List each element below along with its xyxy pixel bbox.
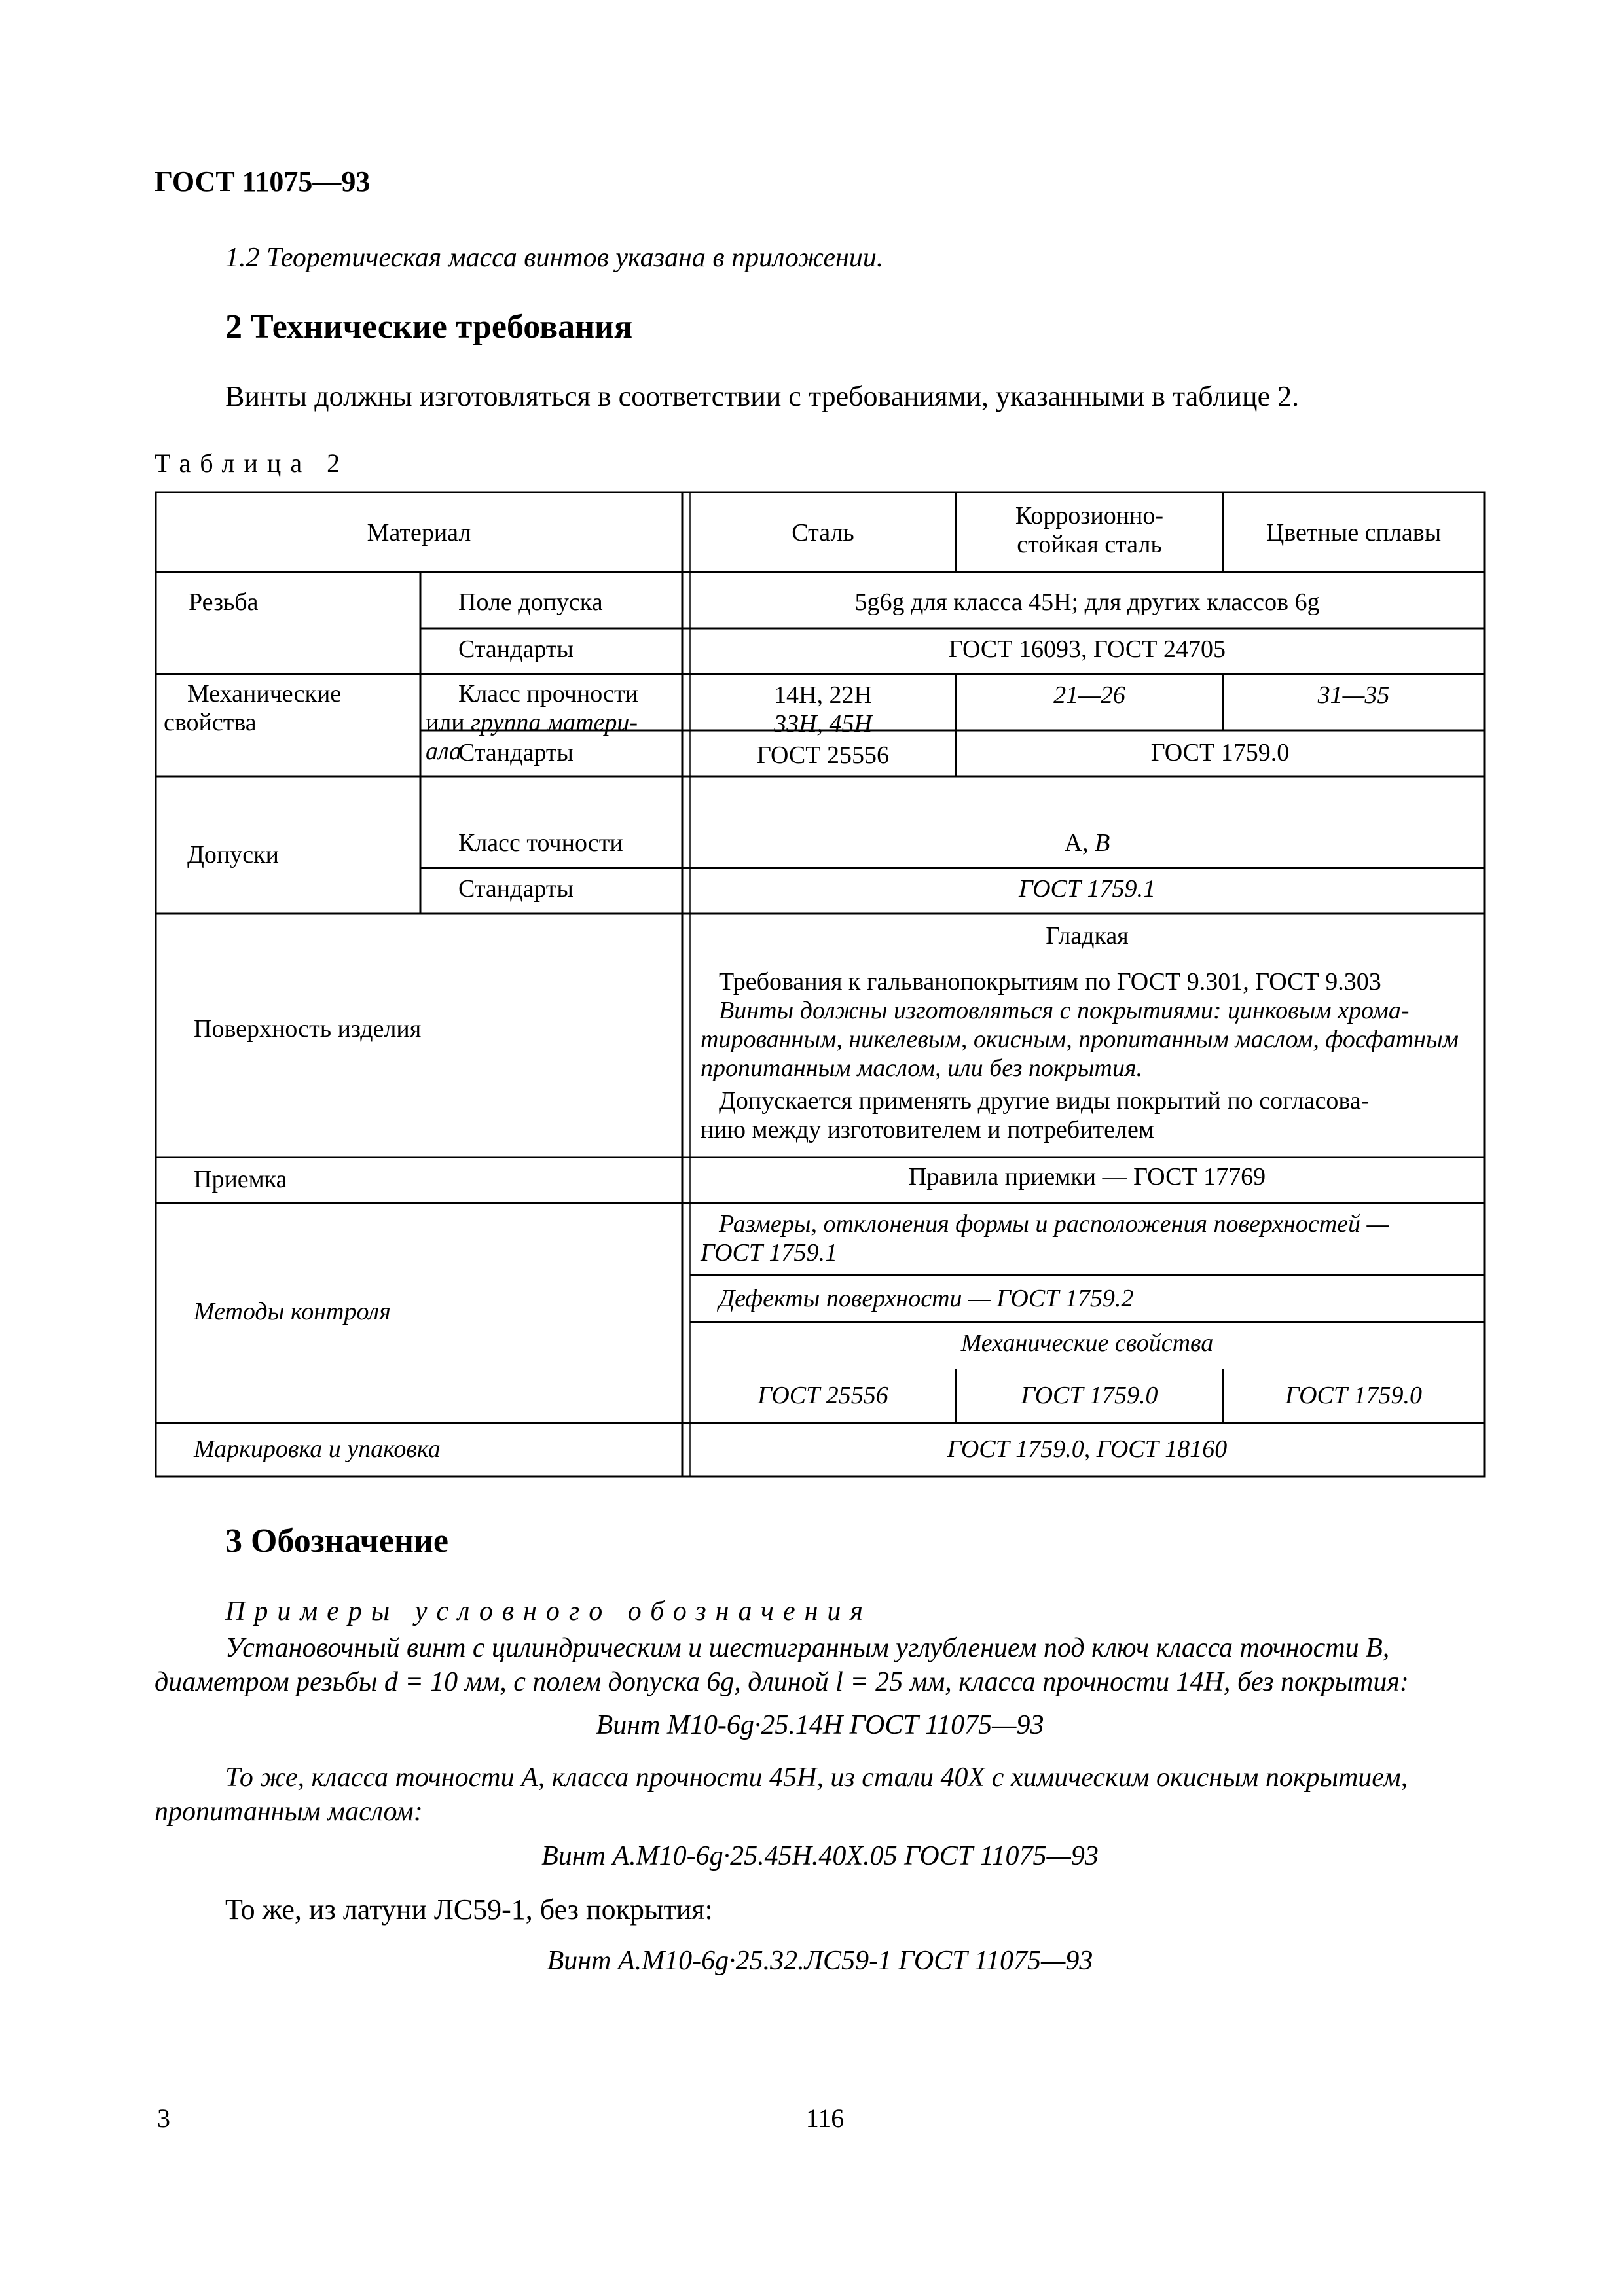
tolerances-accuracy-label: Класс точности — [458, 829, 623, 857]
example-2-text — [155, 1761, 1486, 1829]
mech-stainless-value: 21—26 — [1053, 681, 1125, 709]
control-mech-steel: ГОСТ 25556 — [757, 1382, 888, 1409]
mech-class-line3: ала — [426, 738, 462, 765]
clause-1-2: 1.2 Теоретическая масса винтов указана в приложении. — [225, 243, 884, 273]
mech-nonferrous-value: 31—35 — [1317, 681, 1390, 709]
example-1-line2: диаметром резьбы d = 10 мм, с полем допуска 6g, длиной l = 25 мм, класса прочности 14H, без покрытия: — [155, 1667, 1409, 1697]
section-2-intro: Винты должны изготовляться в соответствии с требованиями, указанными в таблице 2. — [225, 380, 1300, 412]
thread-tolerance-label: Поле допуска — [458, 588, 603, 616]
tolerances-label: Допуски — [187, 841, 279, 869]
thread-label: Резьба — [189, 588, 259, 616]
marking-value: ГОСТ 1759.0, ГОСТ 18160 — [947, 1435, 1228, 1463]
header-stainless — [956, 501, 1223, 559]
other-line1: Допускается применять другие виды покрытий по согласова- — [719, 1087, 1370, 1115]
example-2-line2: пропитанным маслом: — [155, 1797, 423, 1827]
control-mech-nonferrous: ГОСТ 1759.0 — [1285, 1382, 1423, 1409]
page-number-center: 116 — [805, 2104, 845, 2133]
examples-heading: Примеры условного обозначения — [225, 1596, 872, 1626]
control-mech-label: Механические свойства — [960, 1329, 1214, 1357]
mech-class-line1: Класс прочности — [458, 680, 638, 708]
mech-label-line1: Механические — [187, 680, 342, 708]
mech-standards-steel: ГОСТ 25556 — [757, 742, 889, 769]
requirements-table — [155, 491, 1486, 1478]
mech-label-line2: свойства — [164, 709, 257, 736]
header-material: Материал — [367, 519, 471, 547]
mech-class-line2-italic: группа матери- — [471, 709, 638, 736]
example-2-formula: Винт A.M10-6g·25.45H.40X.05 ГОСТ 11075—93 — [541, 1841, 1099, 1871]
header-nonferrous: Цветные сплавы — [1266, 519, 1442, 547]
control-defects: Дефекты поверхности — ГОСТ 1759.2 — [719, 1285, 1134, 1312]
example-3-text: То же, из латуни ЛС59-1, без покрытия: — [225, 1893, 713, 1926]
section-2-title: 2 Технические требования — [225, 308, 633, 346]
header-stainless-line2: стойкая сталь — [1017, 531, 1162, 558]
coating-line1: Винты должны изготовляться с покрытиями: цинковым хрома- — [719, 997, 1410, 1024]
section-3-title: 3 Обозначение — [225, 1522, 448, 1560]
surface-other-text — [701, 1086, 1473, 1144]
mech-standards-other: ГОСТ 1759.0 — [1150, 739, 1290, 766]
surface-coating-text — [701, 996, 1473, 1083]
thread-standards-value: ГОСТ 16093, ГОСТ 24705 — [949, 636, 1226, 663]
example-1-formula: Винт M10-6g·25.14H ГОСТ 11075—93 — [596, 1710, 1044, 1740]
tolerances-standards-value: ГОСТ 1759.1 — [1018, 875, 1156, 903]
example-1-line1: Установочный винт с цилиндрическим и шестигранным углублением под ключ класса точности В, — [225, 1633, 1390, 1663]
thread-standards-label: Стандарты — [458, 636, 574, 663]
mech-steel-line2: 33H, 45H — [774, 710, 872, 738]
control-dims-line2: ГОСТ 1759.1 — [701, 1239, 838, 1266]
document-id: ГОСТ 11075—93 — [155, 166, 371, 198]
control-dims-line1: Размеры, отклонения формы и расположения поверхностей — — [719, 1210, 1389, 1238]
control-mech-stainless: ГОСТ 1759.0 — [1021, 1382, 1158, 1409]
tolerances-accuracy-value — [690, 829, 1484, 857]
control-dims — [701, 1210, 1473, 1267]
coating-line3: пропитанным маслом, или без покрытия. — [701, 1054, 1143, 1082]
acceptance-value: Правила приемки — ГОСТ 17769 — [908, 1163, 1266, 1191]
surface-smooth: Гладкая — [1046, 922, 1129, 950]
accuracy-b: B — [1095, 829, 1110, 857]
mech-class-line2 — [426, 708, 638, 737]
mech-standards-label: Стандарты — [458, 739, 574, 766]
control-label: Методы контроля — [194, 1298, 391, 1325]
coating-line2: тированным, никелевым, окисным, пропитанным маслом, фосфатным — [701, 1026, 1459, 1053]
marking-label: Маркировка и упаковка — [194, 1435, 441, 1463]
example-3-formula: Винт A.M10-6g·25.32.ЛС59-1 ГОСТ 11075—93 — [547, 1946, 1093, 1976]
tolerances-standards-label: Стандарты — [458, 875, 574, 903]
surface-coating-req: Требования к гальванопокрытиям по ГОСТ 9.301, ГОСТ 9.303 — [719, 968, 1381, 996]
table-caption: Таблица 2 — [155, 448, 350, 478]
header-steel: Сталь — [792, 519, 854, 547]
mech-class-line2-plain: или — [426, 709, 471, 736]
other-line2: нию между изготовителем и потребителем — [701, 1116, 1154, 1143]
thread-tolerance-value: 5g6g для класса 45H; для других классов 6g — [854, 588, 1320, 616]
mech-steel-line1: 14H, 22H — [774, 681, 872, 709]
surface-label: Поверхность изделия — [194, 1015, 422, 1043]
example-1-text — [155, 1631, 1486, 1699]
page-number-left: 3 — [157, 2104, 170, 2133]
header-stainless-line1: Коррозионно- — [1015, 502, 1164, 529]
example-2-line1: То же, класса точности А, класса прочности 45H, из стали 40Х с химическим окисным покрытием, — [225, 1763, 1408, 1793]
accuracy-a: A, — [1064, 829, 1095, 857]
acceptance-label: Приемка — [194, 1166, 287, 1193]
